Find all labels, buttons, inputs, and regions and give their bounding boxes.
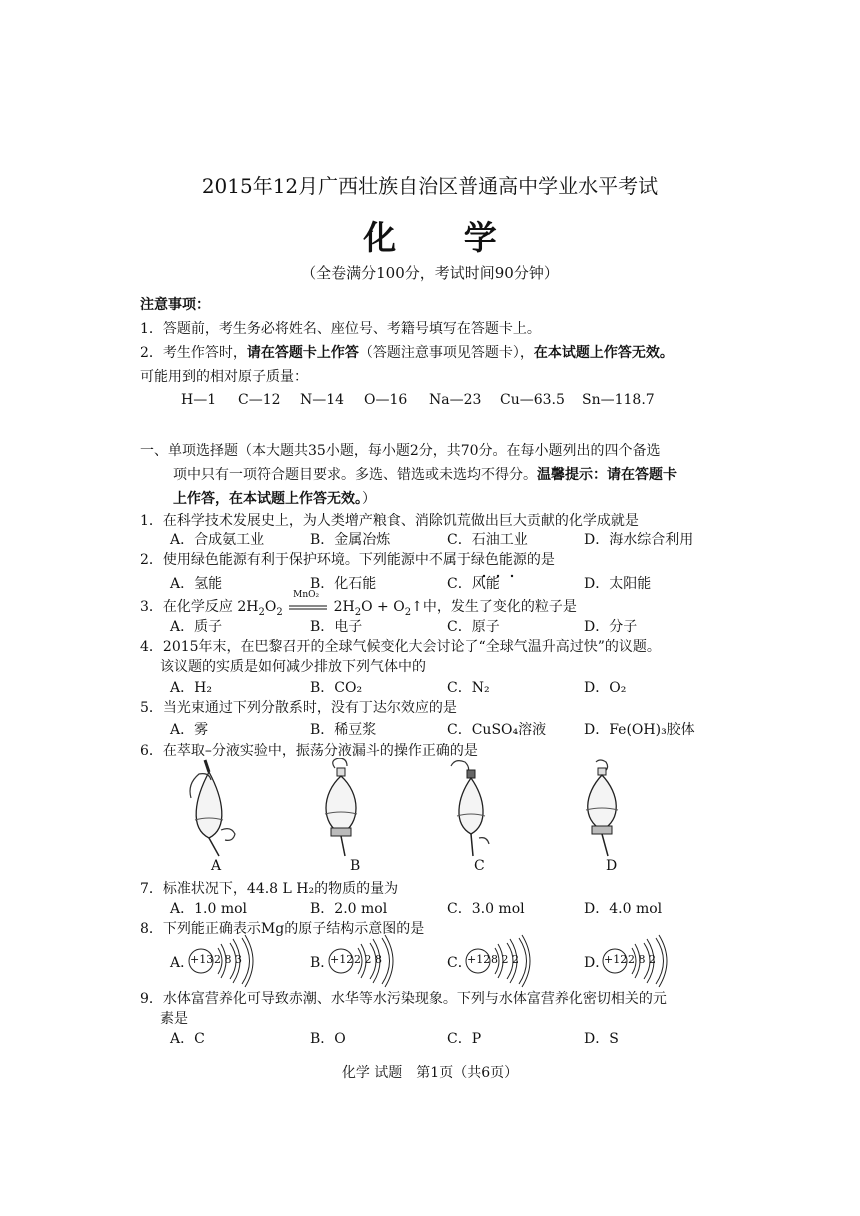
emphasis-dots — [479, 564, 519, 570]
question-4-stem-2: 该议题的实质是如何减少排放下列气体中的 — [160, 659, 426, 675]
atom-d-nucleus: +12 — [604, 953, 628, 966]
atom-diagram-a — [184, 934, 254, 992]
exam-title: 2015年12月广西壮族自治区普通高中学业水平考试 — [201, 174, 659, 198]
subject-title: 化 学 — [363, 218, 525, 257]
notes-item-2-part-c: （答题注意事项见答题卡）， — [358, 345, 534, 361]
question-4-stem: 4．2015年末，在巴黎召开的全球气候变化大会讨论了“全球气温升高过快”的议题。 — [140, 639, 661, 655]
atom-diagram-b — [324, 934, 394, 992]
question-7-stem: 7．标准状况下，44.8 L H₂的物质的量为 — [140, 881, 399, 897]
atom-a-shells: 2 8 3 — [214, 953, 242, 966]
section1-line2-text: 项中只有一项符合题目要求。多选、错选或未选均不得分。 — [173, 467, 537, 483]
question-5-option-c[interactable]: C．CuSO₄溶液 — [447, 722, 547, 738]
question-2-option-b[interactable]: B．化石能 — [310, 576, 377, 592]
question-5-stem: 5．当光束通过下列分散系时，没有丁达尔效应的是 — [140, 700, 457, 716]
separatory-funnel-icon — [185, 758, 245, 858]
separatory-funnel-icon — [443, 758, 503, 858]
section1-line2 — [173, 464, 677, 484]
mass-c: C—12 — [238, 392, 281, 408]
separatory-funnel-icon — [315, 758, 375, 858]
question-1-option-d[interactable]: D．海水综合利用 — [584, 532, 694, 548]
atom-a-nucleus: +13 — [190, 953, 214, 966]
catalyst-label: MnO₂ — [293, 590, 320, 600]
atomic-mass-label: 可能用到的相对原子质量： — [140, 369, 308, 385]
question-3-option-b[interactable]: B．电子 — [310, 619, 363, 635]
atom-c-shells: 8 2 2 — [491, 953, 519, 966]
atom-b-shells: 2 2 8 — [354, 953, 382, 966]
question-2-option-a[interactable]: A．氢能 — [170, 576, 223, 592]
question-8-option-c[interactable]: C． — [447, 955, 472, 971]
question-1-stem: 1．在科学技术发展史上，为人类增产粮食、消除饥荒做出巨大贡献的化学成就是 — [140, 513, 639, 529]
question-1-option-a[interactable]: A．合成氨工业 — [170, 532, 265, 548]
notes-item-2-part-b: 请在答题卡上作答 — [246, 345, 359, 361]
question-4-option-b[interactable]: B．CO₂ — [310, 680, 363, 696]
section1-tip: 温馨提示：请在答题卡 — [537, 467, 677, 483]
question-7-option-d[interactable]: D．4.0 mol — [584, 901, 663, 917]
question-9-option-d[interactable]: D．S — [584, 1031, 619, 1047]
question-3-option-a[interactable]: A．质子 — [170, 619, 223, 635]
question-1-option-b[interactable]: B．金属冶炼 — [310, 532, 391, 548]
section1-line1: 一、单项选择题（本大题共35小题，每小题2分，共70分。在每小题列出的四个备选 — [140, 443, 661, 459]
question-3-option-d[interactable]: D．分子 — [584, 619, 638, 635]
question-8-stem: 8．下列能正确表示Mg的原子结构示意图的是 — [140, 921, 425, 937]
question-1-option-c[interactable]: C．石油工业 — [447, 532, 528, 548]
question-5-option-d[interactable]: D．Fe(OH)₃胶体 — [584, 722, 695, 738]
question-3-option-c[interactable]: C．原子 — [447, 619, 500, 635]
funnel-figure-a — [185, 758, 245, 862]
question-9-option-b[interactable]: B．O — [310, 1031, 346, 1047]
question-9-option-a[interactable]: A．C — [170, 1031, 205, 1047]
question-7-option-b[interactable]: B．2.0 mol — [310, 901, 388, 917]
figure-label-b[interactable]: B — [350, 858, 361, 874]
notes-item-2 — [140, 342, 674, 362]
notes-item-1: 1．答题前，考生务必将姓名、座位号、考籍号填写在答题卡上。 — [140, 321, 541, 337]
question-7-option-c[interactable]: C．3.0 mol — [447, 901, 525, 917]
q3-stem-b: O — [264, 599, 277, 615]
q3-stem-d: O + O — [361, 599, 405, 615]
page-footer: 化学 试题 第1页（共6页） — [341, 1065, 519, 1081]
funnel-figure-d — [576, 758, 636, 862]
question-2-option-c[interactable]: C．风能 — [447, 576, 500, 592]
figure-label-c[interactable]: C — [474, 858, 485, 874]
question-4-option-c[interactable]: C．N₂ — [447, 680, 490, 696]
mass-sn: Sn—118.7 — [582, 392, 655, 408]
question-4-option-d[interactable]: D．O₂ — [584, 680, 627, 696]
question-6-stem: 6．在萃取–分液实验中，振荡分液漏斗的操作正确的是 — [140, 743, 478, 759]
question-7-option-a[interactable]: A．1.0 mol — [170, 901, 248, 917]
question-3-stem: 3．在化学反应 $2H_2O_2$ MnO₂ $2H_2O$ + $O_2↑$中，发生了变化的粒子是 — [140, 590, 577, 618]
figure-label-d[interactable]: D — [606, 858, 618, 874]
notes-item-2-part-d: 在本试题上作答无效。 — [533, 345, 674, 361]
reaction-arrow — [287, 590, 329, 614]
mass-na: Na—23 — [429, 392, 482, 408]
question-8-option-a[interactable]: A． — [170, 955, 195, 971]
atom-c-nucleus: +12 — [467, 953, 491, 966]
question-8-option-b[interactable]: B． — [310, 955, 335, 971]
atom-diagram-c — [461, 934, 531, 992]
section1-line3-text: 上作答，在本试题上作答无效。 — [173, 491, 362, 507]
question-5-option-b[interactable]: B．稀豆浆 — [310, 722, 377, 738]
q3-stem-c: 2H — [329, 599, 355, 615]
funnel-figure-b — [315, 758, 375, 862]
notes-heading: 注意事项： — [140, 297, 210, 313]
atom-d-shells: 2 8 2 — [628, 953, 656, 966]
question-2-option-d[interactable]: D．太阳能 — [584, 576, 652, 592]
mass-cu: Cu—63.5 — [500, 392, 565, 408]
mass-o: O—16 — [364, 392, 408, 408]
mass-n: N—14 — [300, 392, 345, 408]
question-9-stem: 9．水体富营养化可导致赤潮、水华等水污染现象。下列与水体富营养化密切相关的元 — [140, 991, 667, 1007]
question-2-stem: 2．使用绿色能源有利于保护环境。下列能源中不属于绿色能源的是 — [140, 552, 555, 568]
question-9-stem-2: 素是 — [160, 1011, 188, 1027]
atom-b-nucleus: +12 — [330, 953, 354, 966]
mass-h: H—1 — [181, 392, 217, 408]
notes-item-2-part-a: 2．考生作答时， — [140, 345, 247, 361]
question-5-option-a[interactable]: A．雾 — [170, 722, 209, 738]
question-9-option-c[interactable]: C．P — [447, 1031, 482, 1047]
atom-diagram-d — [598, 934, 668, 992]
section1-line3-end: ） — [362, 491, 376, 507]
full-score-note: （全卷满分100分，考试时间90分钟） — [301, 264, 559, 282]
section1-line3 — [173, 488, 376, 508]
figure-label-a[interactable]: A — [211, 858, 222, 874]
question-8-option-d[interactable]: D． — [584, 955, 610, 971]
separatory-funnel-icon — [576, 758, 636, 858]
funnel-figure-c — [443, 758, 503, 862]
q3-stem-a: 3．在化学反应 2H — [140, 599, 259, 615]
question-4-option-a[interactable]: A．H₂ — [170, 680, 212, 696]
q3-stem-e: ↑中，发生了变化的粒子是 — [411, 599, 577, 615]
